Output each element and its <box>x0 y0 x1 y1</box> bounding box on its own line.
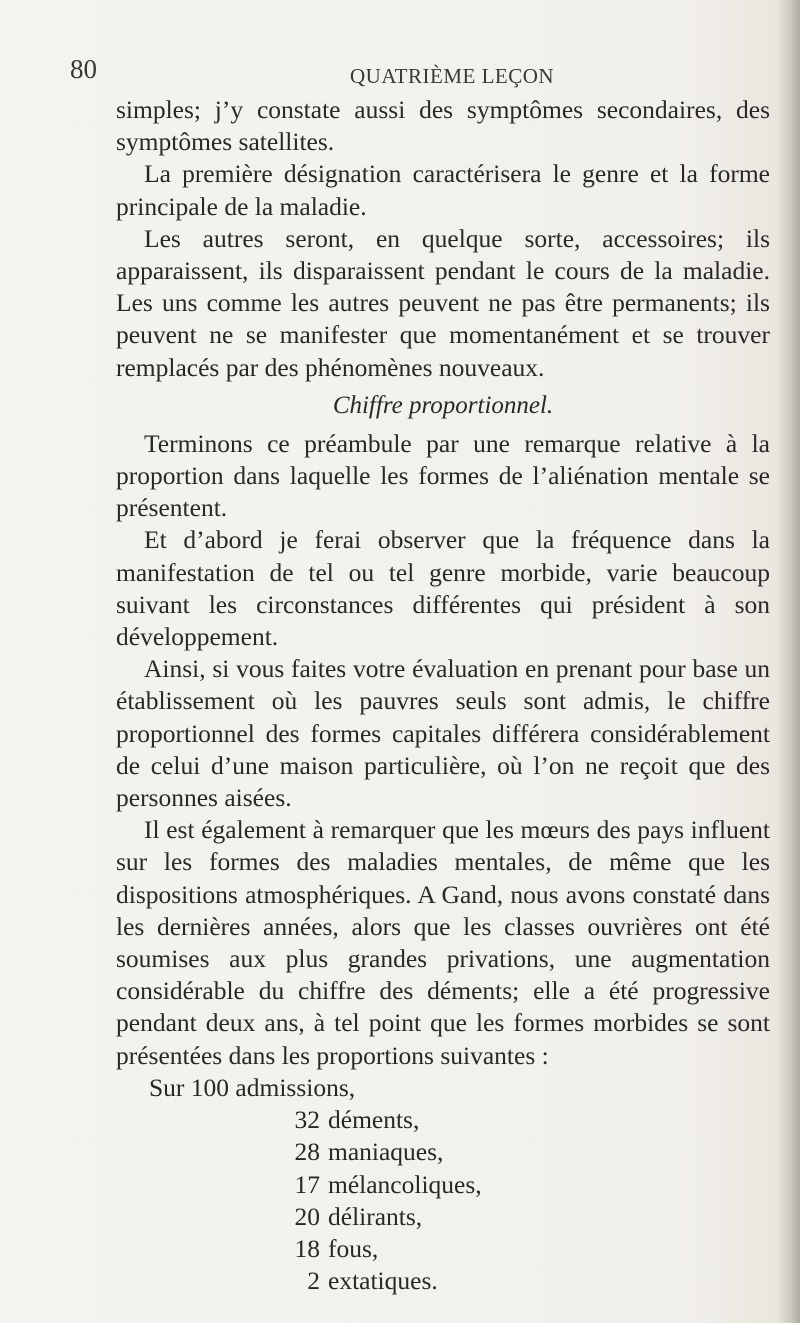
list-item-label: extatiques. <box>328 1266 438 1296</box>
list-item-number: 2 <box>307 1266 320 1296</box>
paragraph: La première désignation caractérisera le genre et la forme principale de la maladie. <box>116 159 770 221</box>
paragraph: simples; j’y constate aussi des symptômes secondaires, des symptômes satellites. <box>116 95 770 157</box>
list-item-label: mélancoliques, <box>328 1169 482 1199</box>
proportions-list <box>116 1104 770 1297</box>
page-edge-shadow <box>778 0 800 1323</box>
paragraph: Il est également à remarquer que les mœurs des pays influent sur les formes des maladies mentales, de même que les dispositions atmosphériques. A Gand, nous avons constaté dans les dernières années, alors que les classes ouvrières ont été soumises aux plus grandes privations, une augmentation considérable du chiffre des déments; elle a été progressive pendant deux ans, à tel point que les formes morbides se sont présentées dans les proportions suivantes : <box>116 815 770 1070</box>
page-number: 80 <box>70 54 97 84</box>
list-item-label: délirants, <box>328 1201 423 1231</box>
list-item-label: fous, <box>328 1233 379 1263</box>
list-item-label: maniaques, <box>328 1137 444 1167</box>
list-item <box>284 1233 770 1265</box>
paragraph: Et d’abord je ferai observer que la fréquence dans la manifestation de tel ou tel genre morbide, varie beaucoup suivant les circonstances différentes qui président à son développement. <box>116 525 770 652</box>
list-item <box>284 1169 770 1201</box>
paragraph: Terminons ce préambule par une remarque relative à la proportion dans laquelle les formes de l’aliénation mentale se présentent. <box>116 428 770 523</box>
body-text <box>116 94 770 1297</box>
list-item-number: 17 <box>294 1169 320 1199</box>
list-item <box>284 1201 770 1233</box>
list-item-number: 18 <box>294 1233 320 1263</box>
list-item <box>284 1136 770 1168</box>
list-item-number: 28 <box>294 1137 320 1167</box>
list-item-number: 32 <box>294 1105 320 1135</box>
list-item-label: déments, <box>328 1105 420 1135</box>
section-heading: Chiffre proportionnel. <box>332 391 554 419</box>
list-item <box>284 1104 770 1136</box>
running-title: QUATRIÈME LEÇON <box>350 64 555 88</box>
list-item-number: 20 <box>294 1201 320 1231</box>
paragraph: Ainsi, si vous faites votre évaluation en prenant pour base un établissement où les pauvres seuls sont admis, le chiffre proportionnel des formes capitales différera considérablement de celui d’une maison particulière, où l’on ne reçoit que des personnes aisées. <box>116 654 770 813</box>
paragraph: Les autres seront, en quelque sorte, accessoires; ils apparaissent, ils disparaissent pendant le cours de la maladie. Les uns comme les autres peuvent ne pas être permanents; ils peuvent ne se manifester que momentanément et se trouver remplacés par des phénomènes nouveaux. <box>116 223 770 382</box>
list-intro: Sur 100 admissions, <box>149 1072 356 1102</box>
list-item <box>284 1265 770 1297</box>
